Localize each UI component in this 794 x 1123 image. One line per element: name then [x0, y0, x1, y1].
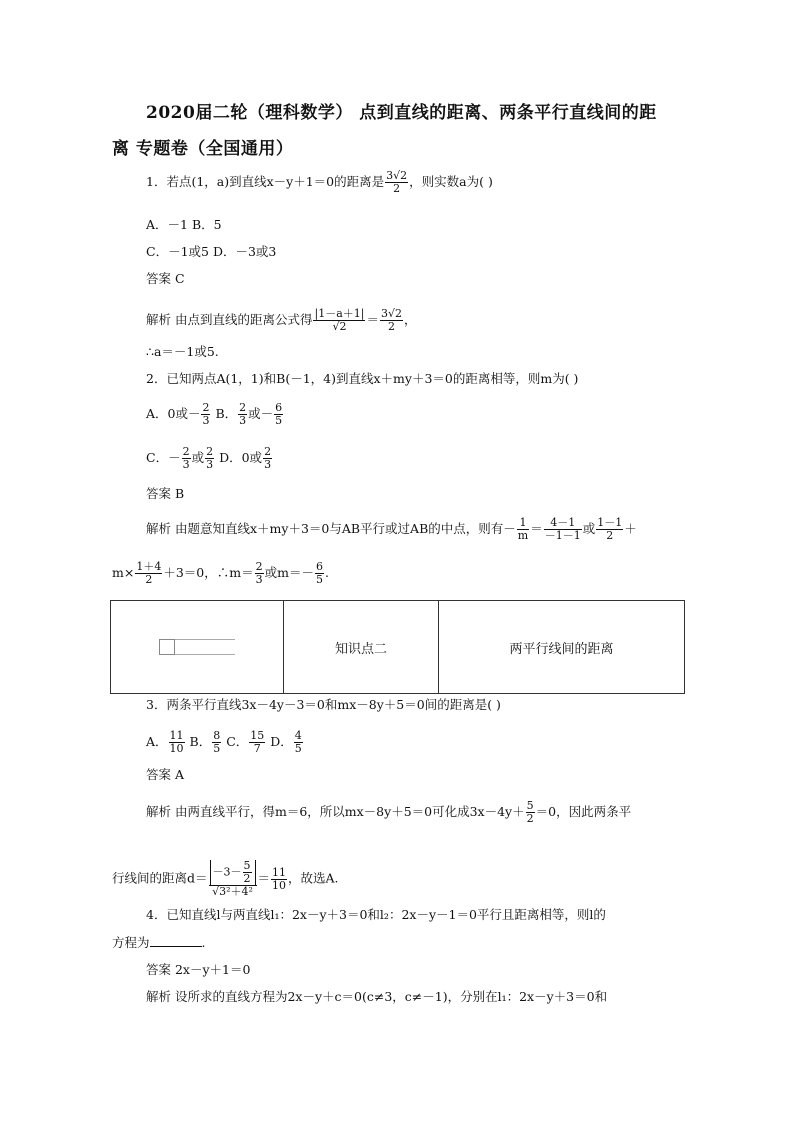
- q1-solution-result: ∴a＝－1或5.: [146, 344, 219, 359]
- checkbox-icon: [159, 639, 175, 655]
- q1-solution: 解析 由点到直线的距离公式得 $\frac{|1-a+1|}{√2}$ ＝ $\frac{3√2}{2}$ ，: [146, 307, 417, 333]
- q2-options-ab: A．0或－ $\frac{2}{3}$ B． $\frac{2}{3}$ 或－ $\frac{6}{5}$: [146, 401, 283, 427]
- knowledge-point-table: [110, 600, 685, 694]
- q4-stem: 4．已知直线l与两直线l₁：2x－y＋3＝0和l₂：2x－y－1＝0平行且距离相等，则l的: [146, 907, 606, 922]
- q4-answer: 答案 2x－y＋1＝0: [146, 962, 251, 977]
- q3-solution: 解析 由两直线平行，得m＝6，所以mx－8y＋5＝0可化成3x－4y＋ $\frac{5}{2}$ ＝0，因此两条平: [146, 799, 632, 825]
- q4-solution: 解析 设所求的直线方程为2x－y＋c＝0(c≠3，c≠－1)，分别在l₁：2x－y＋3＝0和: [146, 989, 608, 1004]
- q1-stem: 1．若点(1，a)到直线x－y＋1＝0的距离是 $\frac{3√2}{2}$ ，则实数a为( ): [146, 169, 493, 195]
- q2-answer: 答案 B: [146, 486, 185, 501]
- q3-answer: 答案 A: [146, 767, 185, 782]
- q1-stem-fraction: $\frac{3√2}{2}$: [386, 169, 408, 195]
- q3-options: A． $\frac{11}{10}$ B． $\frac{8}{5}$ C． $\frac{15}{7}$ D． $\frac{4}{5}$: [146, 729, 302, 755]
- knowledge-icon-cell: [111, 601, 284, 694]
- q1-answer: 答案 C: [146, 271, 185, 286]
- knowledge-point-title: 两平行线间的距离: [439, 601, 685, 694]
- q1-options-cd: C．－1或5 D．－3或3: [146, 244, 277, 259]
- label-box-icon: [175, 639, 235, 655]
- answer-blank: [150, 933, 202, 947]
- table-row: [111, 601, 685, 694]
- q2-solution: 解析 由题意知直线x＋my＋3＝0与AB平行或过AB的中点，则有－ $\frac{1}{m}$ ＝ $\frac{4-1}{-1-1}$ 或 $\frac{1-1}{2}$ ＋: [146, 516, 637, 542]
- q3-stem: 3．两条平行直线3x－4y－3＝0和mx－8y＋5＝0间的距离是( ): [146, 697, 501, 712]
- page-title-line-2: 离 专题卷（全国通用）: [112, 139, 294, 159]
- q2-stem: 2．已知两点A(1，1)和B(－1，4)到直线x＋my＋3＝0的距离相等，则m为( ): [146, 371, 579, 386]
- q3-solution-line-2: 行线间的距离d＝ －3－ $\frac{5}{2}$ √3²＋4² ＝ $\frac{11}{10}$ ，故选A.: [112, 859, 339, 898]
- q2-solution-line-2: m× $\frac{1+4}{2}$ ＋3＝0，∴m＝ $\frac{2}{3}$ 或m＝－ $\frac{6}{5}$ .: [112, 560, 329, 586]
- q4-stem-line-2: 方程为 .: [112, 935, 206, 950]
- q2-options-cd: C．－ $\frac{2}{3}$ 或 $\frac{2}{3}$ D．0或 $\frac{2}{3}$: [146, 445, 272, 471]
- page-title-line-1: 2020届二轮（理科数学） 点到直线的距离、两条平行直线间的距: [146, 103, 657, 123]
- knowledge-point-label: 知识点二: [284, 601, 439, 694]
- q1-options-ab: A．－1 B．5: [146, 217, 222, 232]
